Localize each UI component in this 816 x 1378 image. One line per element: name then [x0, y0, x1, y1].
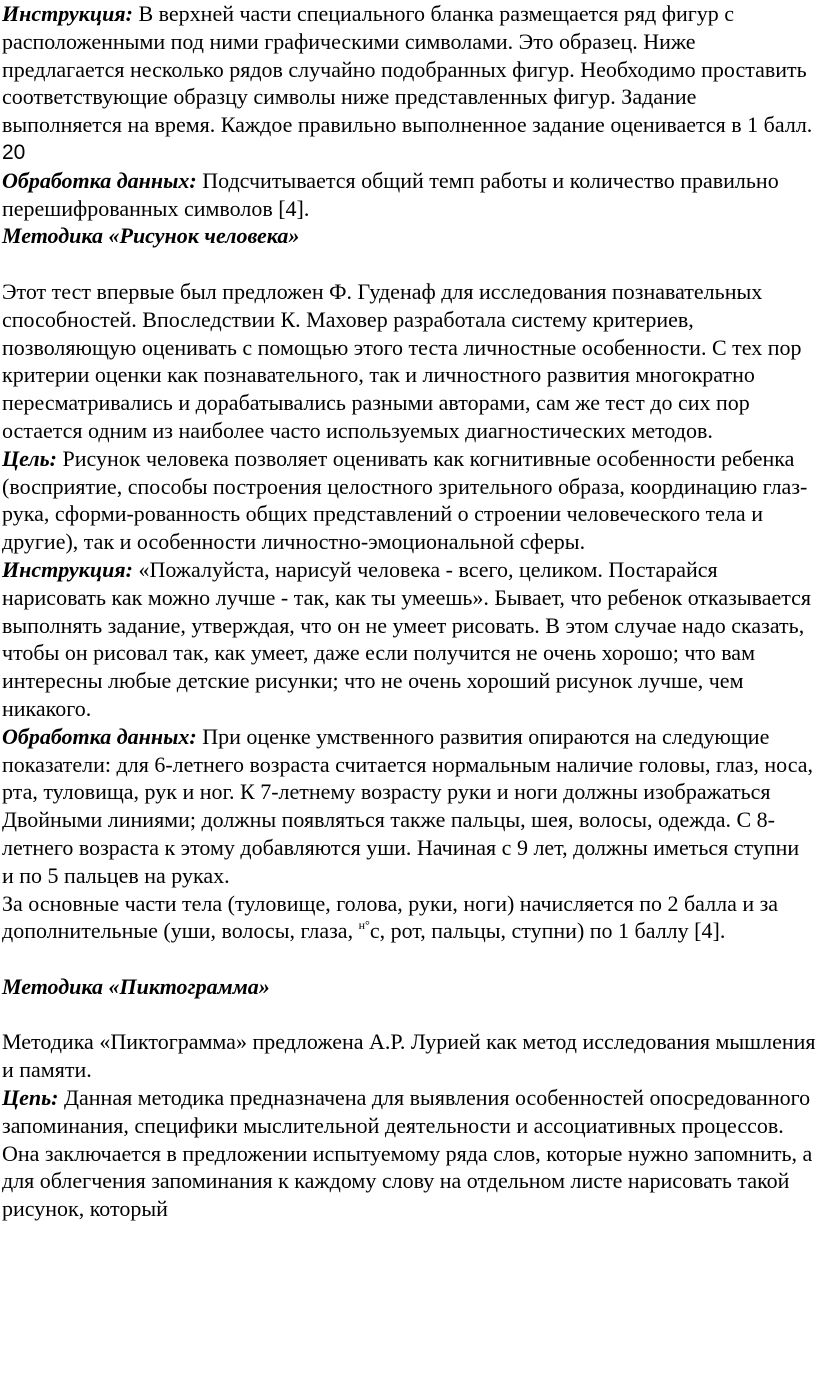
processing-text: При оценке умственного развития опираются на следующие показатели: для 6-летнего возраста считается нормальным наличие головы, глаз, носа, рта, туловища, рук и ног. К 7-летнему возрасту руки и ноги должны изображаться Двойными линиями; должны появляться также пальцы, шея, волосы, одежда. С 8-летнего возраста к этому добавляются уши. Начиная с 9 лет, должны иметься ступни и по 5 пальцев на руках. — [2, 723, 813, 888]
goal-label: Цель: — [2, 445, 57, 471]
paragraph-instruction-2 — [2, 556, 816, 723]
paragraph-intro-pictogram: Методика «Пиктограмма» предложена А.Р. Лурией как метод исследования мышления и памяти. — [2, 1029, 816, 1083]
paragraph-processing-2 — [2, 723, 816, 890]
paragraph-instruction-1 — [2, 0, 816, 139]
goal-text: Рисунок человека позволяет оценивать как когнитивные особенности ребенка (восприятие, способы построения целостного зрительного образа, координацию глаз-рука, сформи-рованность общих представлений о строении человеческого тела и другие), так и особенности личностно-эмоциональной сферы. — [2, 445, 808, 555]
processing-label: Обработка данных: — [2, 167, 197, 193]
scoring-text-before: За основные части тела (туловище, голова, руки, ноги) начисляется по 2 балла и за дополнительные (уши, волосы, глаза, — [2, 890, 779, 944]
paragraph-scoring — [2, 890, 816, 946]
goal-text: Данная методика предназначена для выявления особенностей опосредованного запоминания, специфики мыслительной деятельности и ассоциативных процессов. Она заключается в предложении испытуемому ряда слов, которые нужно запомнить, а для облегчения запоминания к каждому слову на отдельном листе нарисовать такой рисунок, который — [2, 1085, 813, 1222]
section-heading-pictogram: Методика «Пиктограмма» — [2, 973, 270, 999]
paragraph-intro-drawing: Этот тест впервые был предложен Ф. Гуденаф для исследования познавательных способностей. Впоследствии К. Маховер разработала систему критериев, позволяющую оценивать с помощью этого теста личностные особенности. С тех пор критерии оценки как познавательного, так и личностного развития многократно пересматривались и дорабатывались разными авторами, сам же тест до сих пор остается одним из наиболее часто используемых диагностических методов. — [2, 278, 802, 443]
instruction-label: Инструкция: — [2, 1, 133, 26]
processing-label: Обработка данных: — [2, 723, 197, 749]
goal-label: Цепь: — [2, 1085, 59, 1111]
instruction-text: В верхней части специального бланка размещается ряд фигур с расположенными под ними графическими символами. Это образец. Ниже предлагается несколько рядов случайно подобранных фигур. Необходимо проставить соответствующие образцу символы ниже представленных фигур. Задание выполняется на время. Каждое правильно выполненное задание оценивается в 1 балл. — [2, 1, 813, 138]
instruction-text: «Пожалуйста, нарисуй человека - всего, целиком. Постарайся нарисовать как можно лучше - так, как ты умеешь». Бывает, что ребенок отказывается выполнять задание, утверждая, что он не умеет рисовать. В этом случае надо сказать, чтобы он рисовал так, как умеет, даже если получится не очень хорошо; что вам интересны любые детские рисунки; что не очень хороший рисунок лучше, чем никакого. — [2, 556, 812, 721]
section-heading-drawing: Методика «Рисунок человека» — [2, 223, 300, 249]
page-number: 20 — [2, 140, 26, 164]
scoring-text-after: с, рот, пальцы, ступни) по 1 баллу [4]. — [369, 918, 726, 944]
paragraph-processing-1 — [2, 167, 816, 223]
processing-text: Подсчитывается общий темп работы и количество правильно перешифрованных символов [4]. — [2, 167, 779, 221]
spacer — [2, 1001, 816, 1029]
paragraph-goal-drawing — [2, 445, 816, 556]
scoring-superscript: н° — [358, 918, 370, 933]
paragraph-goal-pictogram — [2, 1084, 816, 1223]
spacer — [2, 250, 816, 278]
instruction-label: Инструкция: — [2, 556, 133, 582]
spacer — [2, 945, 816, 973]
